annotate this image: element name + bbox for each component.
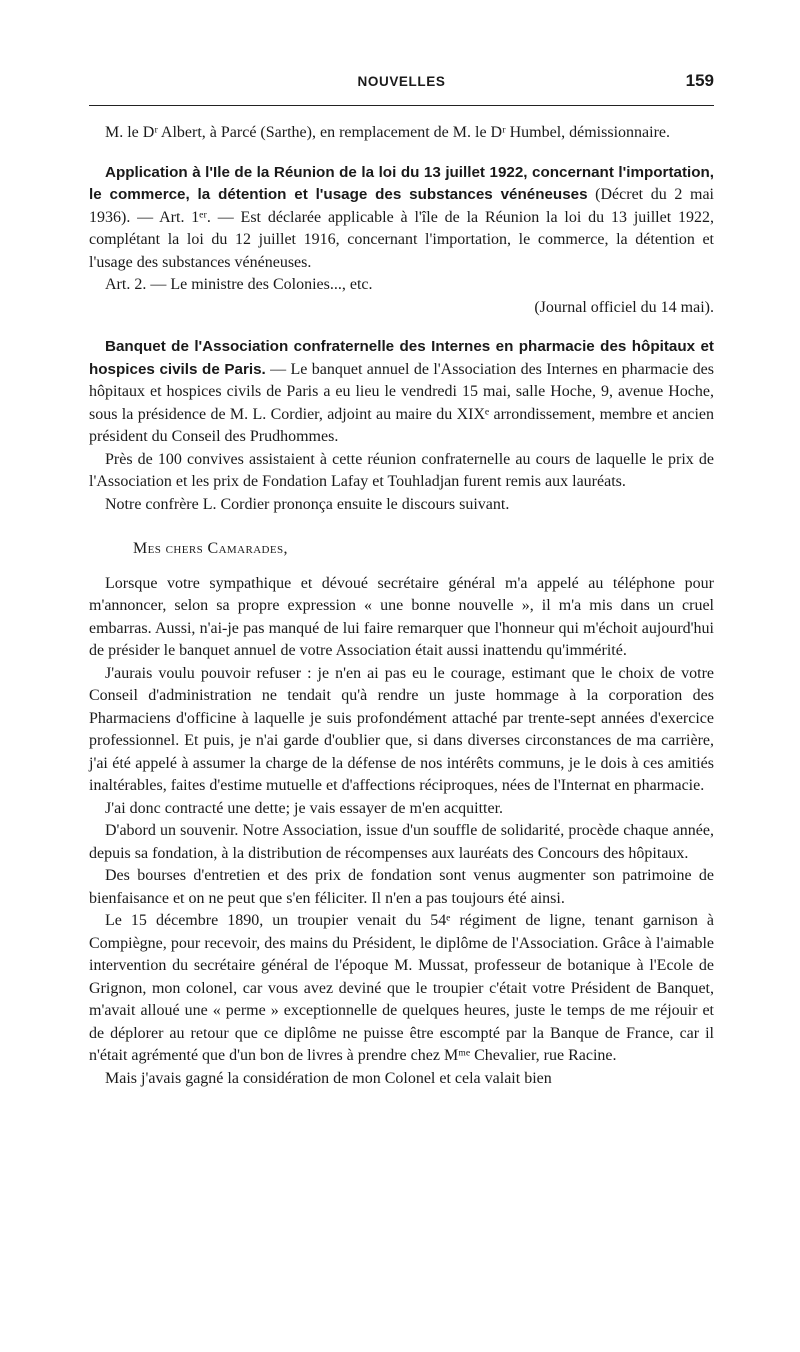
decree-article-2: Art. 2. — Le ministre des Colonies..., etc. <box>105 276 373 293</box>
decree-paragraph <box>89 162 714 275</box>
speech-paragraph: J'ai donc contracté une dette; je vais essayer de m'en acquitter. <box>105 799 504 817</box>
banquet-paragraph <box>89 336 714 449</box>
appointment-paragraph: M. le Dʳ Albert, à Parcé (Sarthe), en remplacement de M. le Dʳ Humbel, démissionnaire. <box>105 124 670 141</box>
banquet-heading: Banquet de l'Association confraternelle des Internes en pharmacie des hôpitaux et hospices civils de Paris. <box>89 338 714 378</box>
speech-paragraph: Lorsque votre sympathique et dévoué secrétaire général m'a appelé au téléphone pour m'annoncer, selon sa propre expression « une bonne nouvelle », il m'a mis dans un cruel embarras. Aussi, n'ai-je pas manqué de lui faire remarquer que l'honneur qui m'échoit aujourd'hui de présider le banquet annuel de votre Association était aussi inattendu qu'immérité. <box>89 574 714 659</box>
speech-paragraph: Le 15 décembre 1890, un troupier venait du 54ᵉ régiment de ligne, tenant garnison à Compiègne, pour recevoir, des mains du Président, le diplôme de l'Association. Grâce à l'aimable intervention du secrétaire général de l'époque M. Mussat, professeur de botanique à l'Ecole de Grignon, mon colonel, car vous avez deviné que le troupier c'était votre Président de Banquet, m'avait alloué une « perme » exceptionnelle de quelques heures, juste le temps de me réjouir et de déplorer au retour que ce diplôme ne puisse être escompté par la Banque de France, car il n'était agrémenté que d'un bon de livres à prendre chez Mᵐᵉ Chevalier, rue Racine. <box>89 912 714 1064</box>
page-number: 159 <box>685 71 714 90</box>
decree-text: (Décret du 2 mai 1936). — Art. 1ᵉʳ. — Est déclarée applicable à l'île de la Réunion la loi du 13 juillet 1922, complétant la loi du 12 juillet 1916, concernant l'importation, le commerce, la détention et l'usage des substances vénéneuses. <box>89 186 714 271</box>
decree-source: (Journal officiel du 14 mai). <box>534 298 714 316</box>
decree-heading: Application à l'Ile de la Réunion de la loi du 13 juillet 1922, concernant l'importation, le commerce, la détention et l'usage des substances vénéneuses <box>89 163 714 203</box>
speech-paragraph: D'abord un souvenir. Notre Association, issue d'un souffle de solidarité, procède chaque année, depuis sa fondation, à la distribution de récompenses aux lauréats des Concours des hôpitaux. <box>89 822 714 862</box>
speech-paragraph: Des bourses d'entretien et des prix de fondation sont venus augmenter son patrimoine de bienfaisance et on ne peut que s'en féliciter. Il n'en a pas toujours été ainsi. <box>89 867 714 907</box>
guests-paragraph: Près de 100 convives assistaient à cette réunion confraternelle au cours de laquelle le prix de l'Association et les prix de Fondation Lafay et Touhladjan furent remis aux lauréats. <box>89 450 714 490</box>
running-header <box>89 68 714 98</box>
section-title: NOUVELLES <box>357 74 446 89</box>
article-body <box>89 122 714 1090</box>
speech-paragraph: J'aurais voulu pouvoir refuser : je n'en ai pas eu le courage, estimant que le choix de votre Conseil d'administration ne tendait qu'à rendre un juste hommage à la corporation des Pharmaciens d'officine à laquelle je suis profondément attaché par trente-sept années d'exercice professionnel. Et puis, je n'ai garde d'oublier que, si dans diverses circonstances de ma carrière, j'ai été appelé à assumer la charge de la défense de nos intérêts communs, je le dois à ces amitiés inaltérables, faites d'estime mutuelle et d'affections réciproques, nées de l'Internat en pharmacie. <box>89 664 714 794</box>
speech-salutation: Mes chers Camarades, <box>133 540 288 557</box>
speech-paragraph: Mais j'avais gagné la considération de mon Colonel et cela valait bien <box>105 1069 552 1087</box>
header-rule <box>89 105 714 106</box>
banquet-text: — Le banquet annuel de l'Association des Internes en pharmacie des hôpitaux et hospices civils de Paris a eu lieu le vendredi 15 mai, salle Hoche, 9, avenue Hoche, sous la présidence de M. L. Cordier, adjoint au maire du XIXᵉ arrondissement, membre et ancien président du Conseil des Prudhommes. <box>89 360 715 445</box>
speech-intro: Notre confrère L. Cordier prononça ensuite le discours suivant. <box>105 495 510 513</box>
